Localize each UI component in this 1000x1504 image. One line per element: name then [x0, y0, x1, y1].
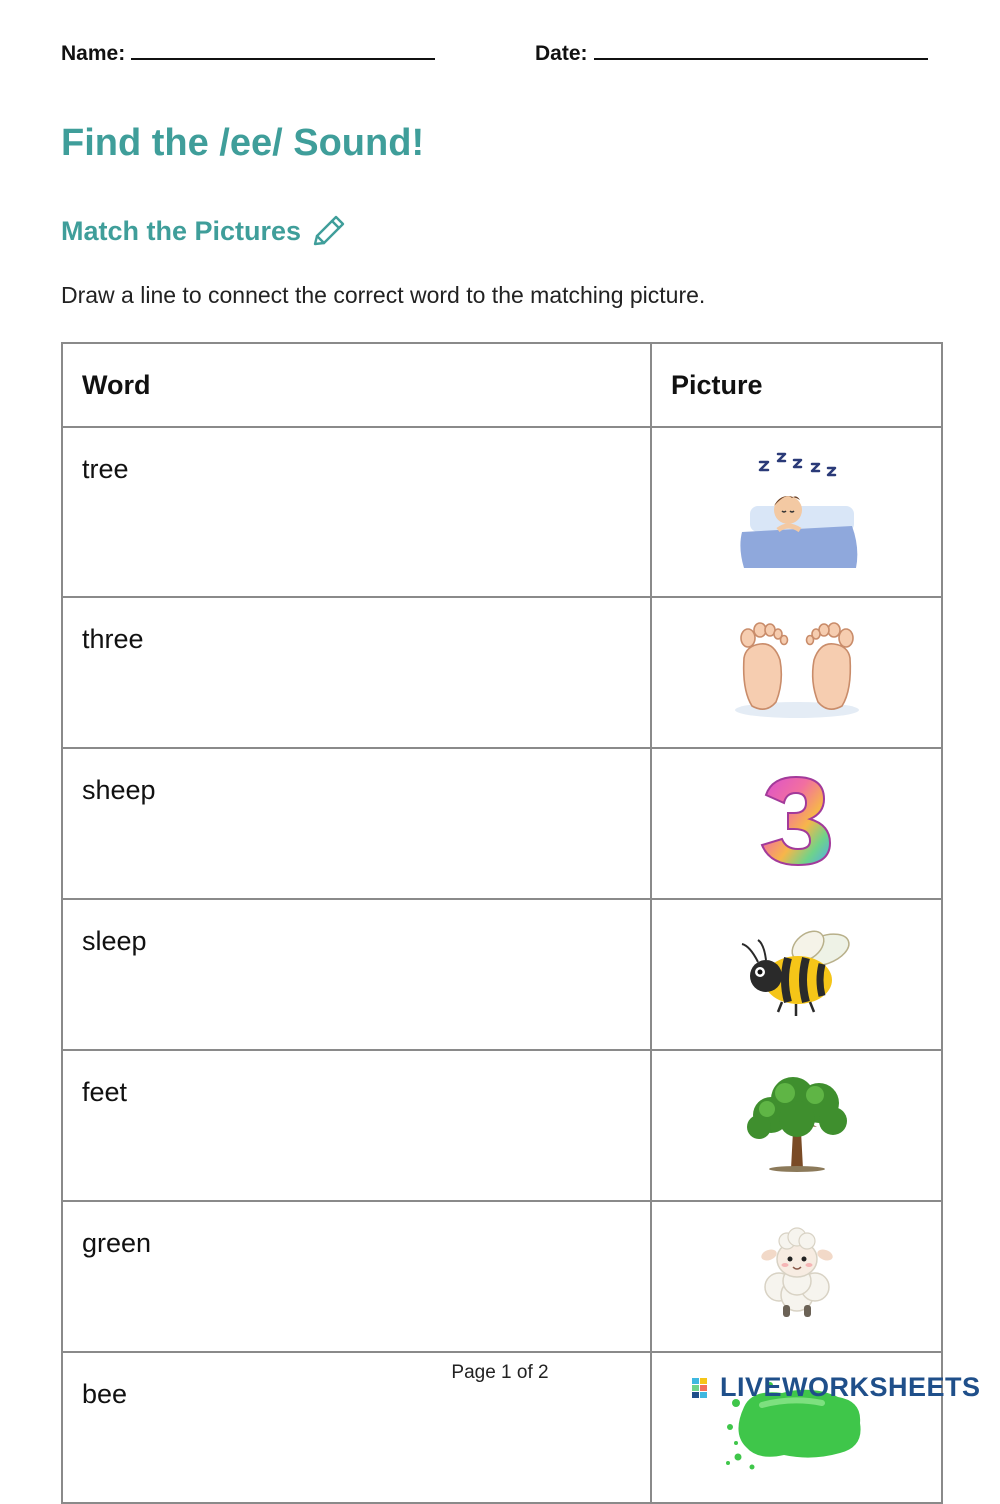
pencil-icon [311, 214, 347, 248]
name-label: Name: [61, 42, 126, 65]
picture-cell[interactable] [651, 1201, 942, 1352]
picture-cell[interactable] [651, 427, 942, 597]
column-header-word: Word [62, 343, 651, 427]
word-cell[interactable]: sheep [62, 748, 651, 899]
section-subtitle [61, 214, 347, 248]
picture-cell[interactable] [651, 1050, 942, 1201]
table-header-row [62, 343, 942, 427]
table-row [62, 899, 942, 1050]
word-cell[interactable]: bee [62, 1352, 651, 1503]
name-blank-line[interactable] [131, 40, 435, 60]
page-title: Find the /ee/ Sound! [61, 122, 425, 164]
table-row [62, 597, 942, 748]
matching-table [61, 342, 943, 1504]
brand-logo[interactable] [692, 1372, 981, 1403]
sleeping-child-icon [722, 448, 872, 572]
feet-icon [722, 618, 872, 722]
word-cell[interactable]: green [62, 1201, 651, 1352]
name-field[interactable] [61, 40, 435, 66]
number-three-icon [752, 773, 842, 869]
subtitle-text: Match the Pictures [61, 215, 302, 246]
date-label: Date: [535, 42, 588, 65]
date-blank-line[interactable] [594, 40, 928, 60]
sheep-icon [757, 1225, 837, 1323]
table-row [62, 1050, 942, 1201]
word-cell[interactable]: three [62, 597, 651, 748]
word-cell[interactable]: sleep [62, 899, 651, 1050]
column-header-picture: Picture [651, 343, 942, 427]
liveworksheets-logo-icon [692, 1376, 716, 1400]
bee-icon [732, 924, 862, 1020]
table-row [62, 427, 942, 597]
table-row [62, 1201, 942, 1352]
instructions: Draw a line to connect the correct word to the matching picture. [61, 282, 706, 308]
picture-cell[interactable] [651, 899, 942, 1050]
picture-cell[interactable] [651, 597, 942, 748]
header-row [61, 40, 939, 70]
table-row [62, 748, 942, 899]
word-cell[interactable]: tree [62, 427, 651, 597]
word-cell[interactable]: feet [62, 1050, 651, 1201]
tree-icon [737, 1073, 857, 1173]
date-field[interactable] [535, 40, 928, 66]
brand-text: LIVEWORKSHEETS [720, 1372, 981, 1402]
page-number: Page 1 of 2 [451, 1362, 549, 1383]
picture-cell[interactable] [651, 748, 942, 899]
